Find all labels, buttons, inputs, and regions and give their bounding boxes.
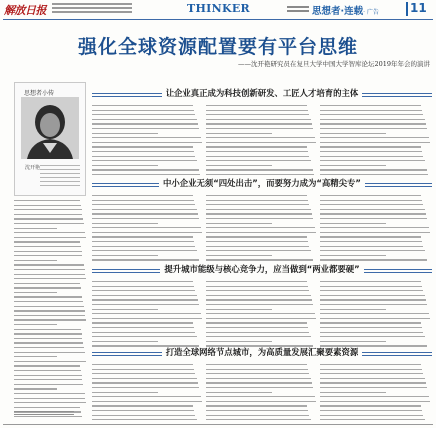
text-line [320,405,421,406]
text-line [92,396,201,397]
text-line [92,336,197,337]
text-line [14,223,84,224]
text-line [14,274,85,275]
text-line [92,142,202,143]
text-line [14,209,82,210]
text-line [92,341,158,342]
text-line [206,114,309,115]
text-line [92,227,201,228]
text-line [320,227,429,228]
text-line [206,146,307,147]
text-line [92,259,199,260]
text-line [320,322,421,323]
text-line [14,269,85,270]
text-line [14,338,82,339]
text-line [14,241,80,242]
text-line [206,290,309,291]
text-line [206,392,272,393]
text-line [92,195,193,196]
text-line [92,218,199,219]
section-2-body [92,195,430,258]
masthead-rule [3,19,433,20]
text-line [14,228,57,229]
text-line [14,393,85,394]
editor-credit [287,6,309,12]
section-heading-3-text: 提升城市能级与核心竞争力，应当做到“两业都要硬” [160,264,363,274]
text-line [320,341,386,342]
text-line [92,174,200,175]
text-line [92,250,197,251]
text-line [320,299,426,300]
text-line [92,364,193,365]
text-line [14,218,83,219]
text-line [14,324,57,325]
text-line [206,119,311,120]
text-line [206,105,307,106]
text-line [320,419,425,420]
masthead [0,0,436,19]
text-line [206,160,311,161]
text-line [92,133,158,134]
page-number-bar [406,2,408,16]
text-line [14,375,82,376]
text-line [206,213,312,214]
text-line [14,278,86,279]
portrait-photo-icon [21,97,79,159]
text-line [92,110,194,111]
text-line [320,401,430,402]
text-line [206,281,307,282]
text-line [320,364,421,365]
text-line [14,232,85,233]
text-line [92,246,195,247]
text-line [320,281,421,282]
text-line [92,114,195,115]
text-line [14,205,81,206]
text-line [320,410,422,411]
text-line [92,137,201,138]
column-title [312,3,379,17]
text-line [320,236,421,237]
text-line [206,151,308,152]
text-line [206,174,314,175]
text-line [92,213,198,214]
text-line [14,379,82,380]
column-sub: · 广告 [363,9,379,16]
text-line [92,165,158,166]
text-line [14,301,83,302]
text-line [92,286,194,287]
text-line [320,378,425,379]
text-line [14,370,81,371]
text-line [206,223,272,224]
text-line [320,313,429,314]
text-line [320,142,430,143]
text-line [206,218,313,219]
text-line [320,309,386,310]
text-line [206,410,308,411]
text-line [92,332,195,333]
text-line [320,396,429,397]
text-line [206,169,313,170]
text-line [14,306,84,307]
text-line [14,356,57,357]
text-line [206,246,309,247]
text-line [320,160,425,161]
text-line [206,341,272,342]
text-line [92,241,194,242]
section-heading-4 [92,346,432,360]
text-line [92,415,195,416]
column-name: 思想者·连载 [312,6,364,17]
text-line [92,299,198,300]
text-line [206,299,312,300]
text-line [92,369,194,370]
text-line [92,382,198,383]
text-line [92,387,199,388]
text-line [14,407,80,408]
text-line [320,295,425,296]
text-line [320,156,423,157]
text-line [320,318,430,319]
article-subhead: ——沈开艳研究员在复旦大学中国大学智库论坛2019年年会的演讲 [237,60,430,68]
text-line [320,327,422,328]
text-line [320,223,386,224]
text-line [14,352,85,353]
text-line [92,304,199,305]
page-number: 11 [410,1,427,15]
text-line [320,133,386,134]
text-line [206,241,308,242]
author-profile-label: 思想者小传 [24,90,55,97]
text-line [14,237,86,238]
text-line [320,246,423,247]
text-line [14,361,86,362]
section-heading-2-text: 中小企业无须“四处出击”，而要努力成为“高精尖专” [159,178,365,188]
author-name: 沈开艳 [25,165,41,171]
section-heading-2 [92,177,432,191]
text-line [92,410,194,411]
text-line [92,204,195,205]
text-line [320,137,429,138]
text-line [206,405,307,406]
text-line [206,396,315,397]
text-line [92,160,197,161]
text-line [206,295,311,296]
text-line [92,128,199,129]
text-line [92,401,202,402]
text-line [92,322,193,323]
text-line [320,286,422,287]
text-line [320,146,421,147]
text-line [206,110,308,111]
text-line [92,156,195,157]
text-line [92,209,197,210]
newspaper-logo: 解放日报 [4,4,46,17]
text-line [92,200,194,201]
text-line [206,128,313,129]
text-line [14,329,81,330]
text-line [320,382,426,383]
text-line [320,128,427,129]
article-headline: 强化全球资源配置要有平台思维 [77,36,358,58]
text-line [206,250,311,251]
text-line [14,255,82,256]
text-line [14,310,85,311]
text-line [320,304,427,305]
text-line [14,200,80,201]
text-line [14,333,82,334]
text-line [206,209,311,210]
section-heading-4-text: 打造全球网络节点城市，为高质量发展汇聚要素资源 [162,347,363,357]
text-line [320,250,425,251]
text-line [320,119,425,120]
text-line [320,105,421,106]
text-line [206,137,315,138]
bottom-rule [3,424,433,425]
text-line [206,373,309,374]
page-footer-credit [14,411,74,417]
text-line [206,204,309,205]
text-line [14,347,84,348]
text-line [92,169,199,170]
text-line [14,251,82,252]
left-column-text [14,200,86,412]
text-line [206,232,316,233]
text-line [14,283,80,284]
text-line [206,200,308,201]
text-line [14,342,83,343]
text-line [92,318,202,319]
text-line [92,105,193,106]
text-line [206,415,309,416]
text-line [14,246,81,247]
text-line [206,156,309,157]
text-line [14,384,83,385]
text-line [92,146,193,147]
text-line [92,236,193,237]
author-portrait [21,97,79,159]
text-line [14,214,82,215]
section-heading-1-text: 让企业真正成为科技创新研发、工匠人才培育的主体 [162,88,363,98]
section-heading-1 [92,87,432,101]
text-line [320,213,426,214]
text-line [320,209,425,210]
text-line [320,415,423,416]
text-line [92,290,195,291]
text-line [92,123,198,124]
text-line [14,264,84,265]
text-line [92,232,202,233]
text-line [14,292,57,293]
text-line [320,259,427,260]
text-line [206,309,272,310]
text-line [320,218,427,219]
text-line [14,398,85,399]
text-line [14,319,86,320]
text-line [320,373,423,374]
text-line [14,388,57,389]
text-line [206,236,307,237]
text-line [206,401,316,402]
text-line [92,373,195,374]
text-line [206,322,307,323]
text-line [320,165,386,166]
text-line [320,392,386,393]
text-line [320,110,422,111]
text-line [320,332,423,333]
section-1-body [92,105,430,172]
text-line [320,123,426,124]
author-bio-text [40,165,80,189]
text-line [206,387,313,388]
text-line [206,336,311,337]
text-line [320,387,427,388]
text-line [206,123,312,124]
text-line [206,195,307,196]
text-line [206,318,316,319]
text-line [92,151,194,152]
text-line [206,255,272,256]
text-line [14,296,82,297]
text-line [320,195,421,196]
text-line [320,255,386,256]
text-line [92,392,158,393]
text-line [14,260,57,261]
text-line [92,295,197,296]
text-line [92,309,158,310]
text-line [206,378,311,379]
section-3-body [92,281,430,345]
text-line [14,402,86,403]
text-line [320,369,422,370]
text-line [14,315,85,316]
text-line [320,290,423,291]
section-4-body [92,364,430,420]
text-line [320,232,430,233]
text-line [92,327,194,328]
text-line [206,313,315,314]
text-line [92,119,197,120]
text-line [92,313,201,314]
section-heading-3 [92,263,432,277]
text-line [320,174,428,175]
text-line [320,200,422,201]
text-line [206,419,311,420]
text-line [206,364,307,365]
text-line [92,419,197,420]
text-line [14,287,81,288]
text-line [14,365,80,366]
text-line [92,405,193,406]
text-line [206,382,312,383]
text-line [206,165,272,166]
text-line [92,378,197,379]
text-line [206,327,308,328]
text-line [206,304,313,305]
text-line [206,227,315,228]
text-line [320,114,423,115]
text-line [206,133,272,134]
masthead-info-lines [52,3,132,15]
text-line [320,336,425,337]
text-line [92,255,158,256]
text-line [320,151,422,152]
text-line [206,142,316,143]
text-line [320,241,422,242]
section-title: THINKER [187,2,250,15]
text-line [320,204,423,205]
text-line [206,259,313,260]
text-line [206,332,309,333]
text-line [320,169,427,170]
text-line [92,223,158,224]
text-line [206,369,308,370]
text-line [206,286,308,287]
text-line [92,281,193,282]
